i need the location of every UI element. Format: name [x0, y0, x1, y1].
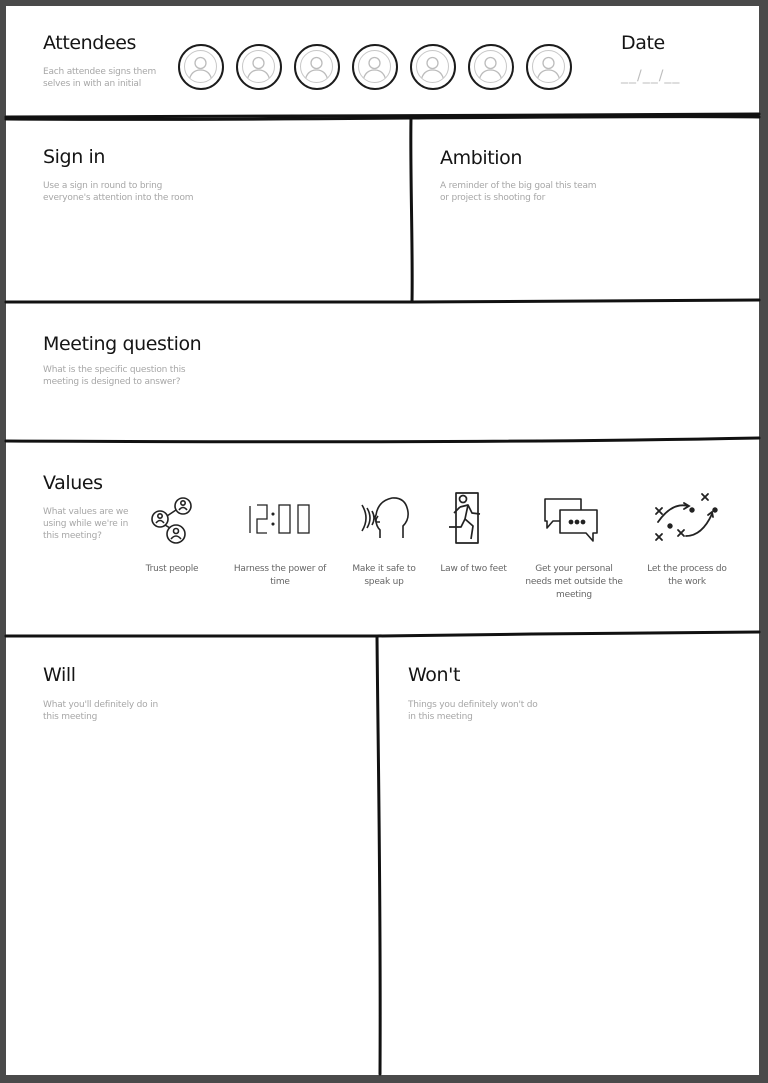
- value-label-personal-needs: Get your personal needs met outside the meeting: [525, 564, 623, 600]
- will-title: Will: [43, 664, 76, 686]
- attendees-title: Attendees: [43, 32, 137, 54]
- person-avatar-icon: [474, 50, 507, 83]
- wont-title: Won't: [408, 664, 461, 686]
- attendee-slot[interactable]: [352, 44, 398, 90]
- value-label-speak-up: Make it safe to speak up: [352, 564, 416, 587]
- person-avatar-icon: [300, 50, 333, 83]
- value-label-two-feet: Law of two feet: [440, 564, 507, 574]
- person-avatar-icon: [532, 50, 565, 83]
- connected-people-icon: [148, 494, 196, 546]
- value-label-process: Let the process do the work: [647, 564, 727, 587]
- ambition-hint: A reminder of the big goal this team or project is shooting for: [440, 181, 597, 203]
- person-avatar-icon: [184, 50, 217, 83]
- value-label-time: Harness the power of time: [233, 564, 327, 587]
- attendee-slot[interactable]: [410, 44, 456, 90]
- ambition-area[interactable]: [416, 121, 756, 299]
- play-diagram-icon: [650, 490, 722, 546]
- person-avatar-icon: [416, 50, 449, 83]
- will-area[interactable]: [8, 640, 373, 1072]
- date-title: Date: [621, 32, 665, 54]
- attendee-slot[interactable]: [294, 44, 340, 90]
- wont-area[interactable]: [384, 638, 756, 1072]
- wont-hint: Things you definitely won't do in this meeting: [408, 700, 538, 722]
- sign-in-hint: Use a sign in round to bring everyone's attention into the room: [43, 181, 194, 203]
- will-hint: What you'll definitely do in this meeting: [43, 700, 158, 722]
- meeting-question-area[interactable]: [8, 306, 756, 436]
- attendee-slot[interactable]: [178, 44, 224, 90]
- meeting-question-hint: What is the specific question this meeting is designed to answer?: [43, 365, 186, 387]
- person-avatar-icon: [358, 50, 391, 83]
- values-title: Values: [43, 472, 103, 494]
- speaking-head-icon: [356, 494, 412, 544]
- person-avatar-icon: [242, 50, 275, 83]
- sign-in-area[interactable]: [8, 122, 408, 300]
- attendees-hint: Each attendee signs them selves in with an initial: [43, 67, 157, 89]
- meeting-question-title: Meeting question: [43, 333, 202, 355]
- value-label-trust: Trust people: [145, 564, 199, 574]
- values-hint: What values are we using while we're in this meeting?: [43, 507, 129, 541]
- attendee-slot[interactable]: [526, 44, 572, 90]
- attendee-slot[interactable]: [468, 44, 514, 90]
- chat-bubbles-icon: [542, 496, 600, 544]
- running-exit-icon: [446, 491, 496, 547]
- date-field[interactable]: __/__/__: [621, 68, 681, 84]
- ambition-title: Ambition: [440, 147, 523, 169]
- digital-clock-icon: [246, 502, 314, 538]
- attendee-slot[interactable]: [236, 44, 282, 90]
- sign-in-title: Sign in: [43, 146, 106, 168]
